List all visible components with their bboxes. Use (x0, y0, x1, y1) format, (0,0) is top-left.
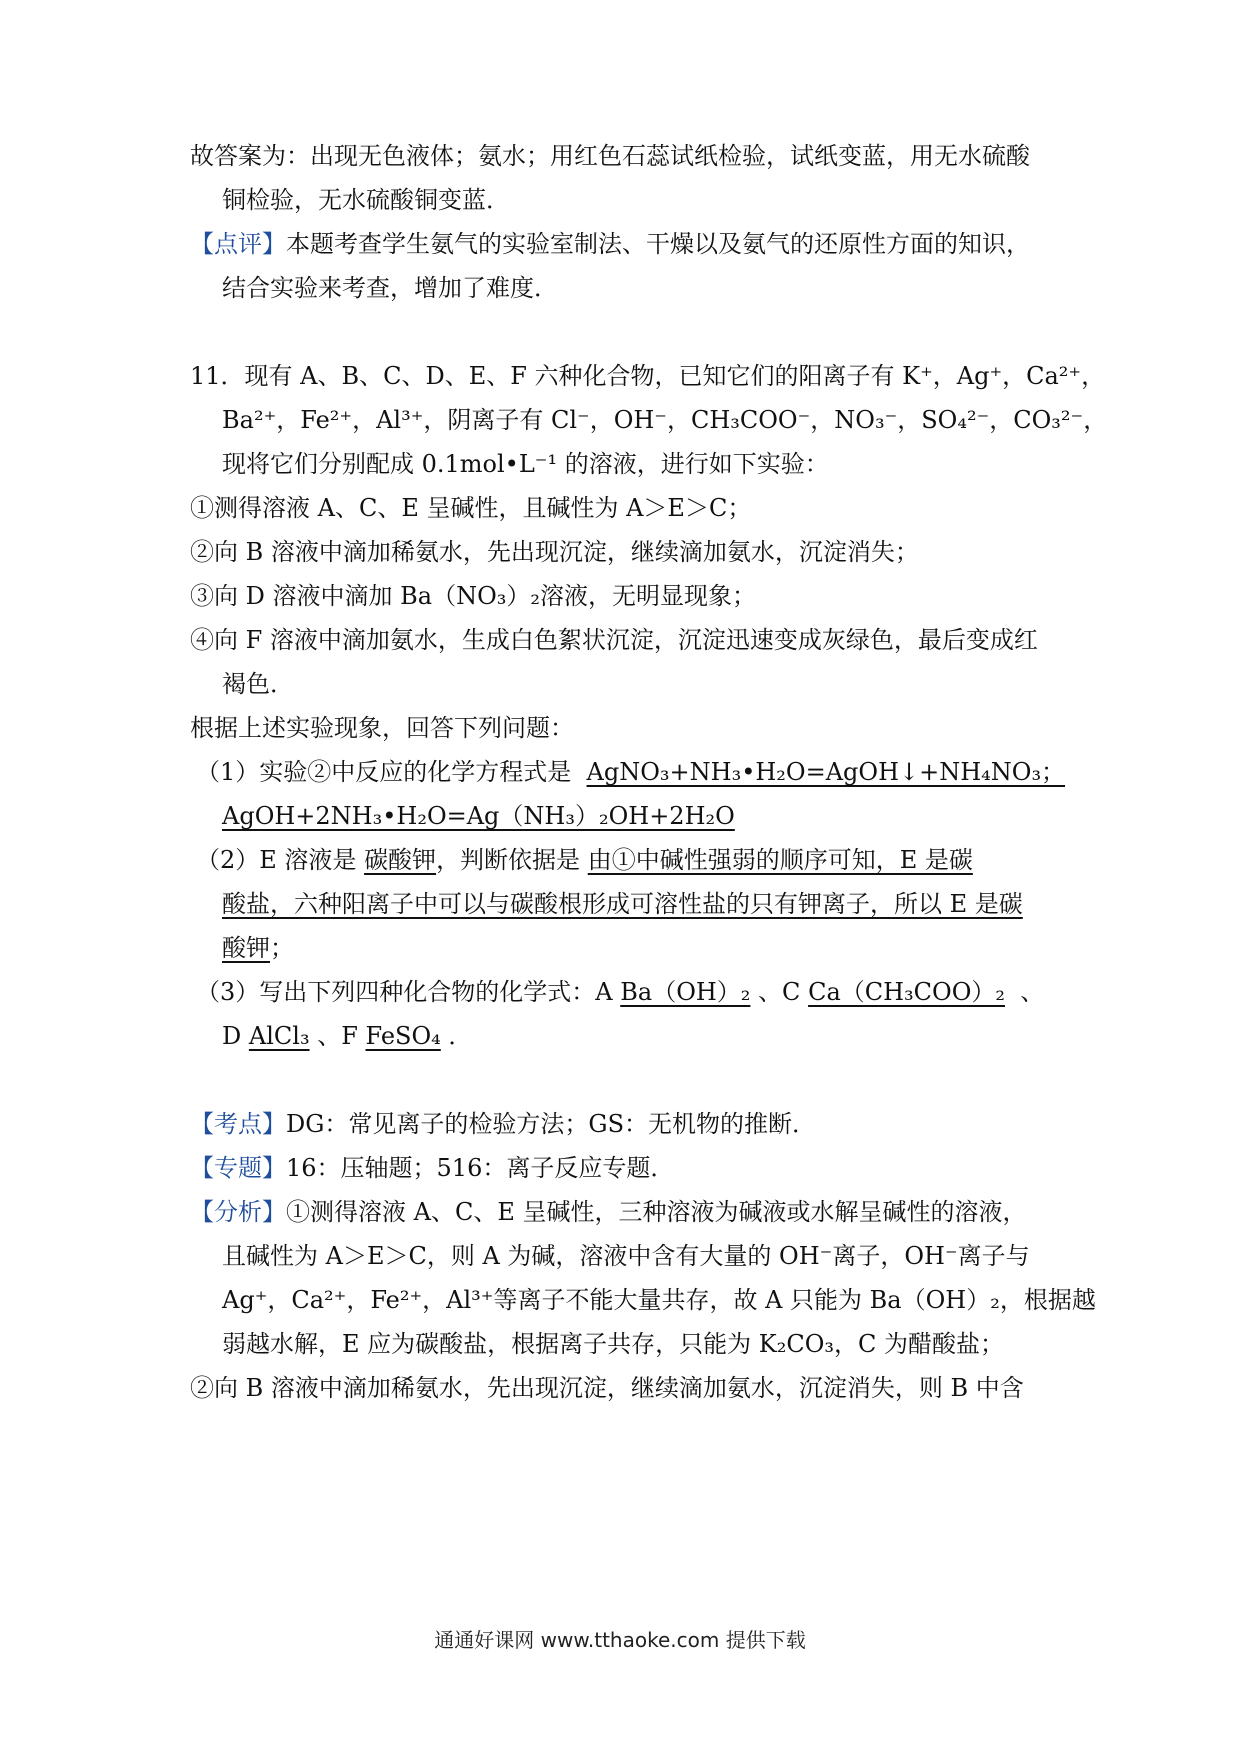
text-span: DG：常见离子的检验方法；GS：无机物的推断． (286, 1110, 817, 1138)
kaodian-line (190, 1106, 816, 1142)
answer-underline: FeSO₄ (365, 1022, 441, 1050)
text-span: ． (448, 1022, 473, 1050)
section-tag: 【分析】 (190, 1198, 286, 1226)
text-line: 现将它们分别配成 0.1mol•L⁻¹ 的溶液，进行如下实验： (222, 450, 829, 478)
answer-underline: 由①中碱性强弱的顺序可知，E 是碳 (587, 846, 973, 874)
answer-line (222, 798, 735, 834)
text-span: ，判断依据是 (436, 846, 581, 874)
text-line: 且碱性为 A＞E＞C，则 A 为碱，溶液中含有大量的 OH⁻离子，OH⁻离子与 (222, 1242, 1030, 1270)
answer-underline: Ba（OH）₂ (620, 978, 751, 1006)
text-span: D (222, 1022, 242, 1050)
text-span: （1）实验②中反应的化学方程式是 (196, 758, 572, 786)
answer-underline: Ca（CH₃COO）₂ (808, 978, 1005, 1006)
text-line: 弱越水解，E 应为碳酸盐，根据离子共存，只能为 K₂CO₃，C 为醋酸盐； (222, 1330, 1004, 1358)
answer-underline: AlCl₃ (248, 1022, 310, 1050)
answer-line (196, 842, 973, 878)
answer-line (222, 930, 294, 966)
question-stem: 11．现有 A、B、C、D、E、F 六种化合物，已知它们的阳离子有 K⁺，Ag⁺，Ca²⁺， (190, 362, 1106, 390)
text-line: ②向 B 溶液中滴加稀氨水，先出现沉淀，继续滴加氨水，沉淀消失； (190, 538, 919, 566)
answer-underline: 酸盐，六种阳离子中可以与碳酸根形成可溶性盐的只有钾离子，所以 E 是碳 (222, 890, 1023, 918)
comment-line (190, 226, 1030, 262)
text-line: ④向 F 溶液中滴加氨水，生成白色絮状沉淀，沉淀迅速变成灰绿色，最后变成红 (190, 626, 1038, 654)
text-line: Ag⁺，Ca²⁺，Fe²⁺，Al³⁺等离子不能大量共存，故 A 只能为 Ba（OH）₂，根据越 (222, 1286, 1096, 1314)
answer-underline: 碳酸钾 (364, 846, 437, 874)
text-line: ②向 B 溶液中滴加稀氨水，先出现沉淀，继续滴加氨水，沉淀消失，则 B 中含 (190, 1374, 1024, 1402)
answer-line (196, 974, 1044, 1010)
text-span: 、F (317, 1022, 358, 1050)
text-line: 褐色． (222, 670, 294, 698)
answer-underline: 酸钾 (222, 934, 270, 962)
text-span: 、 (1020, 978, 1045, 1006)
fenxi-line (190, 1194, 1026, 1230)
text-span: ； (270, 934, 294, 962)
text-span: 、C (758, 978, 801, 1006)
text-span: 本题考查学生氨气的实验室制法、干燥以及氨气的还原性方面的知识， (286, 230, 1030, 258)
text-line: Ba²⁺，Fe²⁺，Al³⁺，阴离子有 Cl⁻，OH⁻，CH₃COO⁻，NO₃⁻，SO₄²⁻，CO₃²⁻， (222, 406, 1108, 434)
answer-line (222, 886, 1023, 922)
section-tag: 【专题】 (190, 1154, 286, 1182)
zhuanti-line (190, 1150, 674, 1186)
text-span: ①测得溶液 A、C、E 呈碱性，三种溶液为碱液或水解呈碱性的溶液， (286, 1198, 1027, 1226)
text-line: 铜检验，无水硫酸铜变蓝． (222, 186, 510, 214)
answer-underline: AgNO₃+NH₃•H₂O=AgOH↓+NH₄NO₃； (586, 758, 1066, 786)
text-line: 根据上述实验现象，回答下列问题： (190, 714, 574, 742)
answer-line (222, 1018, 472, 1054)
answer-underline: AgOH+2NH₃•H₂O=Ag（NH₃）₂OH+2H₂O (222, 802, 735, 830)
text-line: 结合实验来考查，增加了难度． (222, 274, 558, 302)
text-span: 16：压轴题；516：离子反应专题． (286, 1154, 675, 1182)
answer-line (196, 754, 1065, 790)
section-tag: 【考点】 (190, 1110, 286, 1138)
text-line: ①测得溶液 A、C、E 呈碱性，且碱性为 A＞E＞C； (190, 494, 752, 522)
text-span: （3）写出下列四种化合物的化学式：A (196, 978, 613, 1006)
section-tag: 【点评】 (190, 230, 286, 258)
text-line: 故答案为：出现无色液体；氨水；用红色石蕊试纸检验，试纸变蓝，用无水硫酸 (190, 142, 1030, 170)
text-span: （2）E 溶液是 (196, 846, 357, 874)
page-footer: 通通好课网 www.tthaoke.com 提供下载 (434, 1628, 806, 1652)
text-line: ③向 D 溶液中滴加 Ba（NO₃）₂溶液，无明显现象； (190, 582, 756, 610)
